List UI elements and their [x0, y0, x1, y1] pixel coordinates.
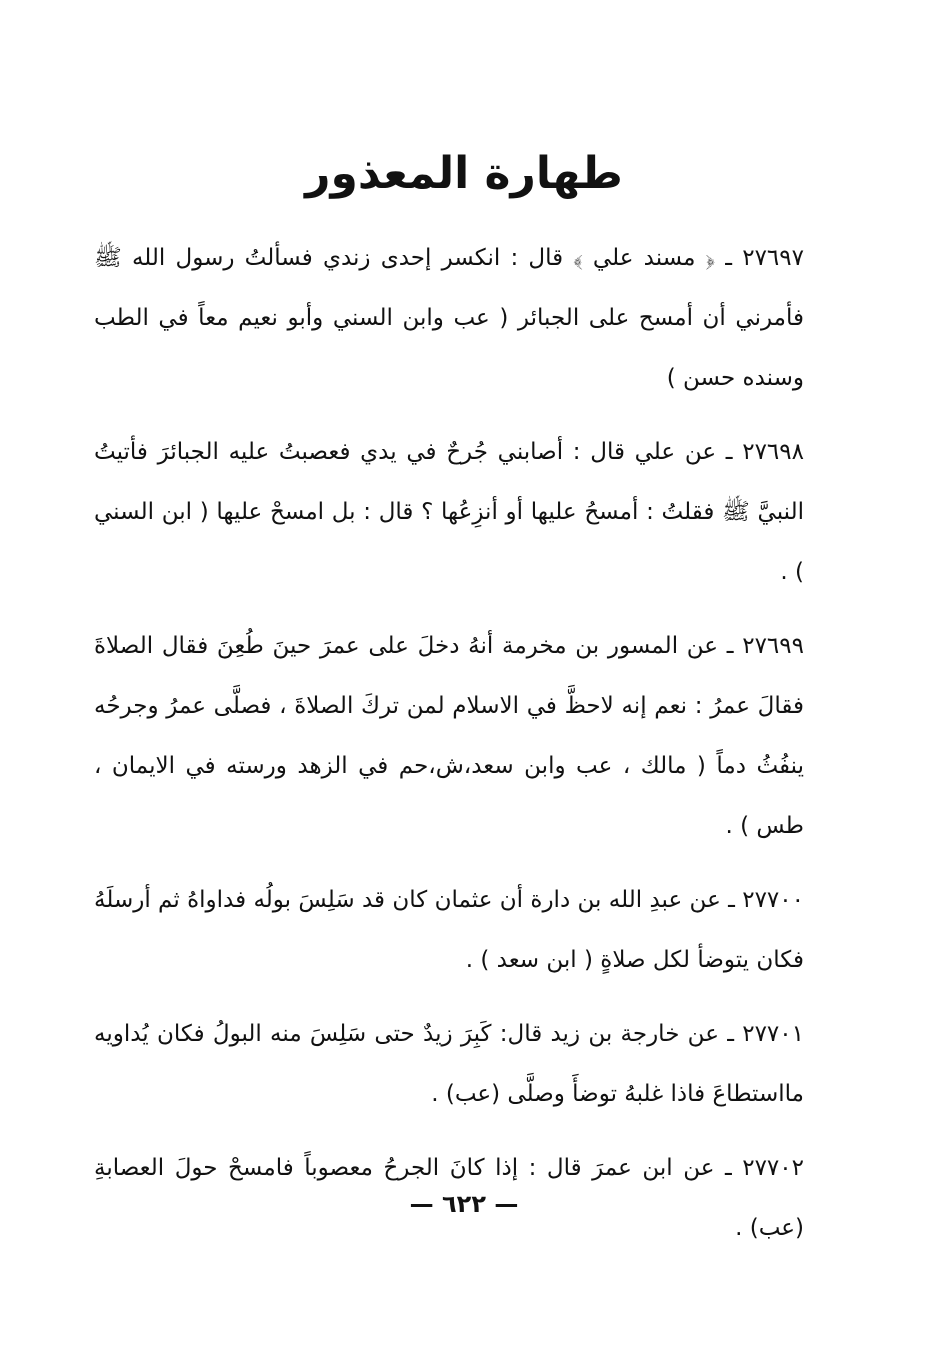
hadith-entries	[94, 228, 804, 1272]
hadith-entry-27698: ٢٧٦٩٨ ـ عن علي قال : أصابني جُرحٌ في يدي فعصبتُ عليه الجبائرَ فأتيتُ النبيَّ ﷺ فقلتُ : أمسحُ عليها أو أنزِعُها ؟ قال : بل امسحْ عليها ( ابن السني ) .	[94, 439, 804, 585]
hadith-entry-27697: ٢٧٦٩٧ ـ ﴿ مسند علي ﴾ قال : انكسر إحدى زندي فسألتُ رسول الله ﷺ فأمرني أن أمسح على الجبائر ( عب وابن السني وأبو نعيم معاً في الطب وسنده حسن )	[94, 245, 804, 391]
hadith-entry-27700: ٢٧٧٠٠ ـ عن عبدِ الله بن دارة أن عثمان كان قد سَلِسَ بولُه فداواهُ ثم أرسلَهُ فكان يتوضأ لكل صلاةٍ ( ابن سعد ) .	[94, 887, 804, 973]
hadith-entry-27699: ٢٧٦٩٩ ـ عن المسور بن مخرمة أنهُ دخلَ على عمرَ حينَ طُعِنَ فقال الصلاةَ فقالَ عمرُ : نعم إنه لاحظَّ في الاسلام لمن تركَ الصلاةَ ، فصلَّى عمرُ وجرحُه ينفُثُ دماً ( مالك ، عب وابن سعد،ش،حم في الزهد ورسته في الايمان ، طس ) .	[94, 633, 804, 839]
page-number: — ٦٢٢ —	[409, 1190, 519, 1218]
hadith-entry-27702: ٢٧٧٠٢ ـ عن ابن عمرَ قال : إذا كانَ الجرحُ معصوباً فامسحْ حولَ العصابةِ (عب) .	[94, 1155, 804, 1241]
section-title: طهارة المعذور	[305, 148, 623, 199]
hadith-entry-27701: ٢٧٧٠١ ـ عن خارجة بن زيد قال: كَبِرَ زيدٌ حتى سَلِسَ منه البولُ فكان يُداويه مااستطاعَ فاذا غلبهُ توضأَ وصلَّى (عب) .	[94, 1021, 804, 1107]
